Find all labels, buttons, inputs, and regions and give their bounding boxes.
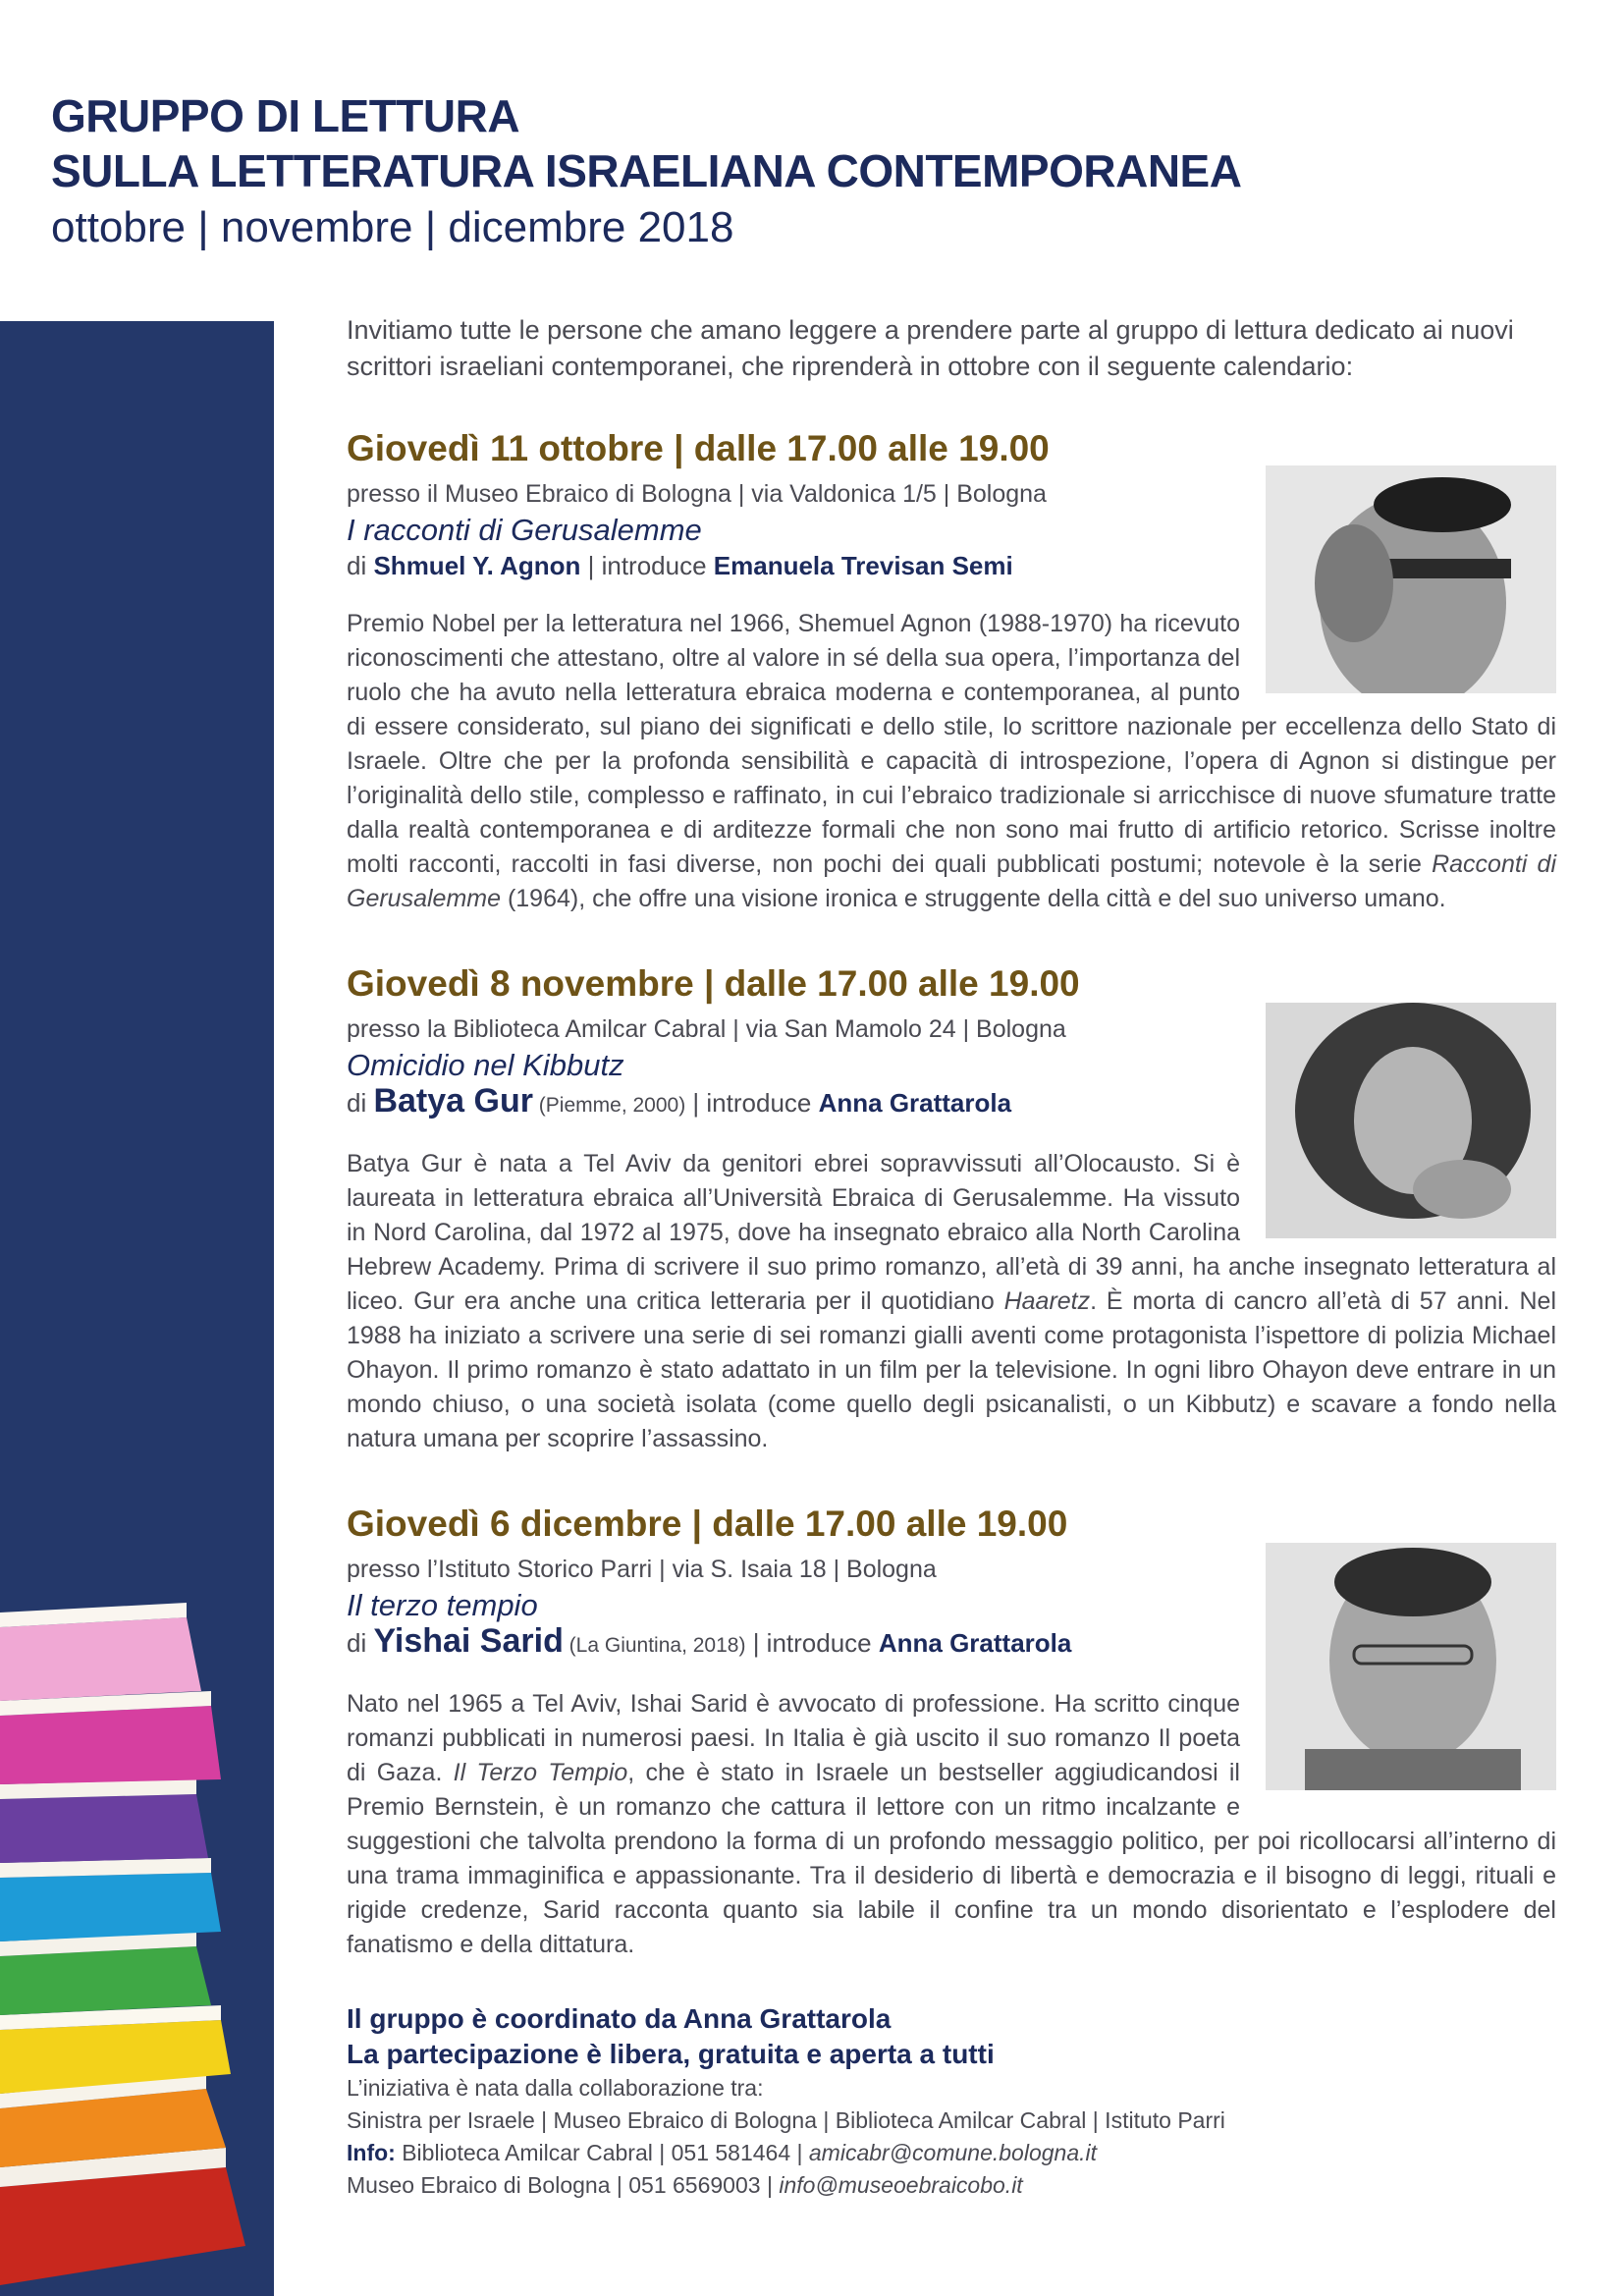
- book-title: Omicidio nel Kibbutz: [347, 1048, 624, 1082]
- book-purple: [0, 1779, 208, 1863]
- event-date: Giovedì 11 ottobre | dalle 17.00 alle 19.00: [347, 428, 1050, 468]
- page-header: [51, 88, 1524, 257]
- event-november: [347, 959, 1556, 1456]
- by-prefix: di: [347, 1628, 374, 1658]
- introduces-prefix: | introduce: [580, 551, 714, 580]
- footer: [347, 2001, 1556, 2202]
- event-venue: presso la Biblioteca Amilcar Cabral | via San Mamolo 24 | Bologna: [347, 1015, 1066, 1043]
- event-venue: presso il Museo Ebraico di Bologna | via Valdonica 1/5 | Bologna: [347, 480, 1047, 508]
- page-title-line2: SULLA LETTERATURA ISRAELIANA CONTEMPORANEA: [51, 145, 1242, 196]
- book-title: Il terzo tempio: [347, 1588, 538, 1622]
- info-line-2: [347, 2169, 1556, 2202]
- page-subtitle: ottobre | novembre | dicembre 2018: [51, 203, 734, 251]
- description-text: (1964), che offre una visione ironica e struggente della città e del suo universo umano.: [501, 885, 1446, 912]
- introducer-name: Anna Grattarola: [818, 1088, 1012, 1118]
- book-title: I racconti di Gerusalemme: [347, 513, 702, 547]
- by-prefix: di: [347, 551, 374, 580]
- event-date: Giovedì 6 dicembre | dalle 17.00 alle 19.00: [347, 1503, 1068, 1544]
- book-stack-illustration: [0, 1558, 274, 2296]
- description-italic: Il Terzo Tempio: [453, 1759, 628, 1786]
- page-title-line1: GRUPPO DI LETTURA: [51, 90, 520, 141]
- email-link[interactable]: info@museoebraicobo.it: [779, 2172, 1023, 2198]
- description-italic: Racconti di Gerusalemme: [347, 850, 1556, 912]
- description-text: Nato nel 1965 a Tel Aviv, Ishai Sarid è avvocato di professione. Ha scritto cinque romanzi pubblicati in numerosi paesi. In Italia è già uscito il suo romanzo Il poeta di Gaza.: [347, 1690, 1240, 1786]
- info-label: Info:: [347, 2140, 396, 2165]
- email-link[interactable]: amicabr@comune.bologna.it: [808, 2140, 1098, 2165]
- description-italic: Haaretz: [1003, 1287, 1091, 1315]
- author-photo-agnon: [1266, 465, 1556, 693]
- description-text: Batya Gur è nata a Tel Aviv da genitori ebrei sopravvissuti all’Olocausto. Si è laureata in letteratura ebraica all’Università Ebraica di Gerusalemme. Ha vissuto in Nord Carolina, dal 1972 al 1975, dove ha insegnato ebraico alla North Carolina Hebrew Academy. Prima di scrivere il suo primo romanzo, all’età di 39 anni, ha anche insegnato letteratura al liceo. Gur era anche una critica letteraria per il quotidiano: [347, 1150, 1556, 1315]
- author-name: Batya Gur: [373, 1082, 533, 1120]
- author-name: Yishai Sarid: [373, 1622, 564, 1660]
- description-text: . È morta di cancro all’età di 57 anni. Nel 1988 ha iniziato a scrivere una serie di sei romanzi gialli aventi come protagonista l’ispettore di polizia Michael Ohayon. Il primo romanzo è stato adattato in un film per la televisione. In ogni libro Ohayon deve entrare in un mondo chiuso, o una società isolata (come quello degli psicanalisti, o un Kibbutz) e scavare a fondo nella natura umana per scoprire l’assassino.: [347, 1287, 1557, 1452]
- intro-paragraph: Invitiamo tutte le persone che amano leggere a prendere parte al gruppo di lettura dedicato ai nuovi scrittori israeliani contemporanei, che riprenderà in ottobre con il seguente calendario:: [347, 315, 1514, 381]
- book-red: [0, 2148, 245, 2285]
- author-name: Shmuel Y. Agnon: [373, 551, 581, 580]
- description-text: Premio Nobel per la letteratura nel 1966, Shemuel Agnon (1988-1970) ha ricevuto riconoscimenti che attestano, oltre al valore in sé della sua opera, l’importanza del ruolo che ha avuto nella letteratura ebraica moderna e contemporanea, al punto di essere considerato, sul piano dei significati e dello stile, lo scrittore nazionale per eccellenza dello Stato di Israele. Oltre che per la profonda sensibilità e capacità di introspezione, l’opera di Agnon si distingue per l’originalità dello stile, complesso e raffinato, in cui l’ebraico tradizionale si arricchisce di nuove sfumature tratte dalla realtà contemporanea e di arditezze formali che non sono mai frutto di artificio retorico. Scrisse inoltre molti racconti, raccolti in fasi diverse, non pochi dei quali pubblicati postumi; notevole è la serie: [347, 610, 1556, 878]
- info-line-1: [347, 2137, 1556, 2169]
- event-venue: presso l’Istituto Storico Parri | via S. Isaia 18 | Bologna: [347, 1556, 937, 1583]
- book-green: [0, 1932, 211, 2015]
- partners-line: Sinistra per Israele | Museo Ebraico di Bologna | Biblioteca Amilcar Cabral | Istituto Parri: [347, 2107, 1225, 2133]
- sidebar-panel: [0, 321, 274, 2296]
- introducer-name: Anna Grattarola: [878, 1628, 1072, 1658]
- publisher: (La Giuntina, 2018): [563, 1634, 746, 1657]
- book-pink: [0, 1603, 201, 1701]
- by-prefix: di: [347, 1088, 374, 1118]
- book-magenta: [0, 1691, 221, 1784]
- description-text: , che è stato in Israele un bestseller aggiudicandosi il Premio Bernstein, è un romanzo che cattura il lettore con un ritmo incalzante e suggestioni che talvolta prendono la forma di un profondo messaggio politico, per poi ricollocarsi all’interno di una trama immaginifica e appassionante. Tra il desiderio di libertà e democrazia e il bisogno di leggi, rituali e rigide credenze, Sarid racconta quanto sia labile il confine tra un mondo disorientato e l’esplodere del fanatismo e della dittatura.: [347, 1759, 1556, 1958]
- info-text: Biblioteca Amilcar Cabral | 051 581464 |: [395, 2140, 809, 2165]
- author-photo-sarid: [1266, 1543, 1556, 1790]
- introduces-prefix: | introduce: [745, 1628, 879, 1658]
- event-october: [347, 424, 1556, 916]
- participation-line: La partecipazione è libera, gratuita e aperta a tutti: [347, 2039, 995, 2069]
- info-text: Museo Ebraico di Bologna | 051 6569003 |: [347, 2172, 780, 2198]
- publisher: (Piemme, 2000): [532, 1094, 686, 1117]
- introduces-prefix: | introduce: [685, 1088, 819, 1118]
- event-date: Giovedì 8 novembre | dalle 17.00 alle 19.00: [347, 963, 1080, 1004]
- book-blue: [0, 1858, 221, 1941]
- coordinator-line: Il gruppo è coordinato da Anna Grattarola: [347, 2003, 892, 2034]
- event-december: [347, 1500, 1556, 1962]
- origin-line: L’iniziativa è nata dalla collaborazione tra:: [347, 2075, 764, 2101]
- main-content: [347, 312, 1556, 2202]
- author-photo-gur: [1266, 1003, 1556, 1238]
- introducer-name: Emanuela Trevisan Semi: [713, 551, 1013, 580]
